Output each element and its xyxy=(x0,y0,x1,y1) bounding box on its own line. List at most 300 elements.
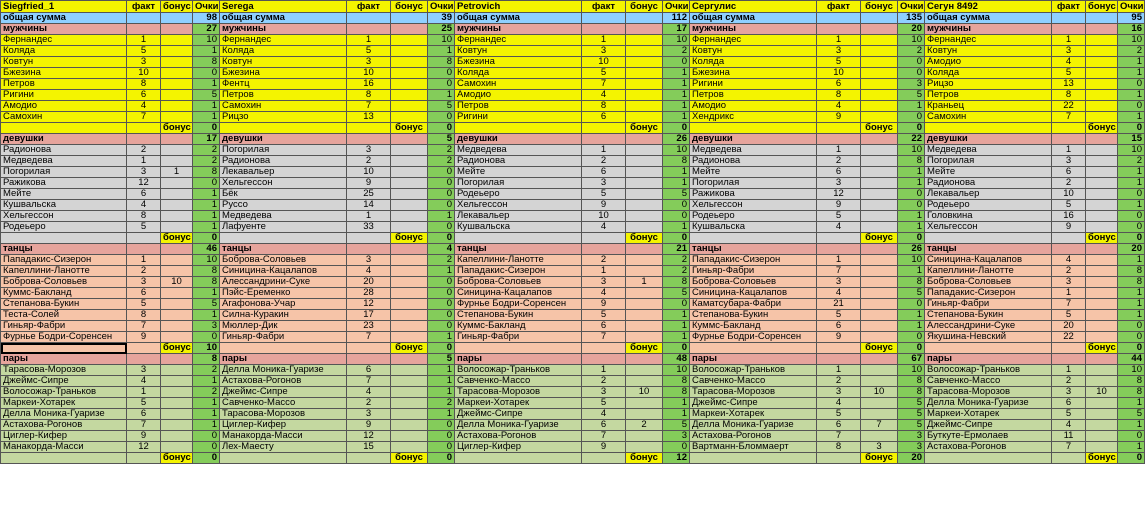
bonus-value[interactable] xyxy=(391,57,428,68)
bonus-value[interactable] xyxy=(161,299,193,310)
fact-place[interactable]: 10 xyxy=(582,57,626,68)
section-empty[interactable] xyxy=(161,244,193,255)
bonus-value[interactable] xyxy=(626,145,663,156)
fact-place[interactable]: 3 xyxy=(582,387,626,398)
bonus-value[interactable]: 10 xyxy=(1086,387,1118,398)
athlete-name[interactable]: Циглер-Кифер xyxy=(455,442,582,453)
bonus-value[interactable] xyxy=(391,299,428,310)
column-header-fact[interactable]: факт xyxy=(127,1,161,13)
athlete-name[interactable]: Теста-Солей xyxy=(1,310,127,321)
fact-place[interactable]: 8 xyxy=(127,79,161,90)
athlete-name[interactable]: Коляда xyxy=(925,68,1052,79)
points-value[interactable]: 1 xyxy=(898,266,925,277)
player-name[interactable]: Serega xyxy=(220,1,347,13)
bonus-value[interactable]: 10 xyxy=(626,387,663,398)
points-value[interactable]: 10 xyxy=(898,145,925,156)
athlete-name[interactable]: Краньец xyxy=(925,101,1052,112)
total-empty[interactable] xyxy=(1086,13,1118,24)
bonus-value[interactable] xyxy=(391,332,428,343)
column-header-bonus[interactable]: бонус xyxy=(1086,1,1118,13)
athlete-name[interactable]: Куммс-Бакланд xyxy=(455,321,582,332)
fact-place[interactable]: 8 xyxy=(582,101,626,112)
fact-place[interactable]: 3 xyxy=(127,277,161,288)
fact-place[interactable]: 9 xyxy=(127,431,161,442)
athlete-name[interactable]: Волосожар-Траньков xyxy=(690,365,817,376)
column-header-points[interactable]: Очки xyxy=(1118,1,1145,13)
points-value[interactable]: 0 xyxy=(663,57,690,68)
fact-place[interactable]: 13 xyxy=(347,112,391,123)
fact-place[interactable]: 6 xyxy=(817,79,861,90)
points-value[interactable]: 1 xyxy=(428,332,455,343)
points-value[interactable]: 0 xyxy=(898,332,925,343)
athlete-name[interactable]: Боброва-Соловьев xyxy=(925,277,1052,288)
bonus-value[interactable]: 10 xyxy=(861,387,898,398)
points-value[interactable]: 1 xyxy=(663,79,690,90)
bonus-value[interactable] xyxy=(861,112,898,123)
points-value[interactable]: 5 xyxy=(898,420,925,431)
section-score[interactable]: 16 xyxy=(1118,24,1145,35)
bonus-value[interactable] xyxy=(861,189,898,200)
bonus-label[interactable]: бонус xyxy=(161,453,193,464)
bonus-value[interactable] xyxy=(861,57,898,68)
athlete-name[interactable]: Гиньяр-Фабри xyxy=(690,266,817,277)
points-value[interactable]: 8 xyxy=(663,387,690,398)
total-score[interactable]: 98 xyxy=(193,13,220,24)
section-score[interactable]: 21 xyxy=(663,244,690,255)
column-header-bonus[interactable]: бонус xyxy=(391,1,428,13)
total-empty[interactable] xyxy=(582,13,626,24)
athlete-name[interactable]: Тарасова-Морозов xyxy=(1,365,127,376)
fact-place[interactable]: 1 xyxy=(127,35,161,46)
section-score[interactable]: 44 xyxy=(1118,354,1145,365)
points-value[interactable]: 8 xyxy=(663,156,690,167)
athlete-name[interactable]: Алессандрини-Суке xyxy=(220,277,347,288)
points-value[interactable]: 1 xyxy=(428,387,455,398)
points-value[interactable]: 1 xyxy=(193,409,220,420)
athlete-name[interactable]: Хендрикс xyxy=(690,112,817,123)
bonus-value[interactable] xyxy=(161,255,193,266)
points-value[interactable]: 0 xyxy=(428,299,455,310)
section-empty[interactable] xyxy=(582,244,626,255)
points-value[interactable]: 2 xyxy=(1118,46,1145,57)
points-value[interactable]: 0 xyxy=(428,420,455,431)
bonus-value[interactable] xyxy=(861,200,898,211)
points-value[interactable]: 1 xyxy=(663,90,690,101)
fact-place[interactable]: 6 xyxy=(582,112,626,123)
points-value[interactable]: 1 xyxy=(193,112,220,123)
column-header-bonus[interactable]: бонус xyxy=(161,1,193,13)
athlete-name[interactable]: Астахова-Рогонов xyxy=(925,442,1052,453)
player-name[interactable]: Siegfried_1 xyxy=(1,1,127,13)
bonus-value[interactable] xyxy=(861,79,898,90)
fact-place[interactable]: 10 xyxy=(817,68,861,79)
fact-place[interactable]: 20 xyxy=(1052,321,1086,332)
fact-place[interactable]: 6 xyxy=(1052,167,1086,178)
bonus-empty[interactable] xyxy=(455,233,582,244)
bonus-value[interactable] xyxy=(161,365,193,376)
total-empty[interactable] xyxy=(1052,13,1086,24)
bonus-value[interactable] xyxy=(861,101,898,112)
bonus-total[interactable]: 0 xyxy=(1118,233,1145,244)
athlete-name[interactable]: Астахова-Рогонов xyxy=(455,431,582,442)
bonus-empty[interactable] xyxy=(582,123,626,134)
bonus-value[interactable]: 10 xyxy=(161,277,193,288)
points-value[interactable]: 5 xyxy=(898,398,925,409)
bonus-value[interactable] xyxy=(626,299,663,310)
section-score[interactable]: 22 xyxy=(898,134,925,145)
points-value[interactable]: 0 xyxy=(663,299,690,310)
points-value[interactable]: 10 xyxy=(663,365,690,376)
athlete-name[interactable]: Делла Моника-Гуаризе xyxy=(690,420,817,431)
section-empty[interactable] xyxy=(1086,354,1118,365)
points-value[interactable]: 5 xyxy=(898,409,925,420)
bonus-value[interactable] xyxy=(161,68,193,79)
athlete-name[interactable]: Родеьеро xyxy=(455,189,582,200)
fact-place[interactable]: 12 xyxy=(127,442,161,453)
athlete-name[interactable]: Манакорда-Масси xyxy=(220,431,347,442)
athlete-name[interactable]: Мейте xyxy=(925,167,1052,178)
bonus-value[interactable] xyxy=(626,101,663,112)
fact-place[interactable]: 5 xyxy=(582,189,626,200)
points-value[interactable]: 0 xyxy=(1118,222,1145,233)
points-value[interactable]: 1 xyxy=(898,222,925,233)
fact-place[interactable]: 4 xyxy=(347,387,391,398)
bonus-empty[interactable] xyxy=(817,343,861,354)
bonus-value[interactable] xyxy=(626,222,663,233)
section-empty[interactable] xyxy=(391,354,428,365)
bonus-label[interactable]: бонус xyxy=(1086,343,1118,354)
bonus-value[interactable] xyxy=(626,376,663,387)
bonus-total[interactable]: 0 xyxy=(193,123,220,134)
section-empty[interactable] xyxy=(391,24,428,35)
points-value[interactable]: 8 xyxy=(1118,387,1145,398)
points-value[interactable]: 1 xyxy=(193,420,220,431)
fact-place[interactable]: 3 xyxy=(1052,156,1086,167)
fact-place[interactable]: 4 xyxy=(582,222,626,233)
bonus-value[interactable]: 2 xyxy=(626,420,663,431)
total-label[interactable]: общая сумма xyxy=(925,13,1052,24)
bonus-value[interactable] xyxy=(861,167,898,178)
bonus-value[interactable] xyxy=(861,35,898,46)
points-value[interactable]: 1 xyxy=(898,310,925,321)
bonus-value[interactable] xyxy=(161,442,193,453)
fact-place[interactable]: 7 xyxy=(582,431,626,442)
bonus-value[interactable] xyxy=(391,376,428,387)
bonus-value[interactable] xyxy=(1086,321,1118,332)
bonus-value[interactable] xyxy=(391,79,428,90)
points-value[interactable]: 5 xyxy=(898,90,925,101)
bonus-value[interactable] xyxy=(391,310,428,321)
athlete-name[interactable]: Ригини xyxy=(690,79,817,90)
fact-place[interactable]: 22 xyxy=(1052,332,1086,343)
bonus-value[interactable] xyxy=(626,167,663,178)
points-value[interactable]: 1 xyxy=(1118,310,1145,321)
bonus-value[interactable] xyxy=(1086,90,1118,101)
fact-place[interactable]: 3 xyxy=(1052,387,1086,398)
bonus-value[interactable] xyxy=(161,266,193,277)
section-empty[interactable] xyxy=(347,354,391,365)
fact-place[interactable]: 2 xyxy=(817,376,861,387)
fact-place[interactable]: 3 xyxy=(582,277,626,288)
points-value[interactable]: 8 xyxy=(193,57,220,68)
points-value[interactable]: 2 xyxy=(193,145,220,156)
points-value[interactable]: 10 xyxy=(428,35,455,46)
bonus-value[interactable] xyxy=(626,255,663,266)
points-value[interactable]: 8 xyxy=(663,277,690,288)
athlete-name[interactable]: Степанова-Букин xyxy=(925,310,1052,321)
bonus-label[interactable]: бонус xyxy=(161,123,193,134)
athlete-name[interactable]: Гиньяр-Фабри xyxy=(1,321,127,332)
fact-place[interactable]: 9 xyxy=(582,442,626,453)
bonus-value[interactable] xyxy=(1086,189,1118,200)
points-value[interactable]: 8 xyxy=(1118,277,1145,288)
points-value[interactable]: 10 xyxy=(1118,145,1145,156)
athlete-name[interactable]: Кушвальска xyxy=(455,222,582,233)
athlete-name[interactable]: Лех-Маесту xyxy=(220,442,347,453)
bonus-value[interactable] xyxy=(391,387,428,398)
bonus-value[interactable] xyxy=(626,90,663,101)
points-value[interactable]: 1 xyxy=(1118,68,1145,79)
bonus-value[interactable] xyxy=(1086,266,1118,277)
athlete-name[interactable]: Буткуте-Ермолаев xyxy=(925,431,1052,442)
athlete-name[interactable]: Делла Моника-Гуаризе xyxy=(1,409,127,420)
points-value[interactable]: 1 xyxy=(193,46,220,57)
athlete-name[interactable]: Бжезина xyxy=(220,68,347,79)
fact-place[interactable]: 2 xyxy=(1052,178,1086,189)
bonus-empty[interactable] xyxy=(1052,343,1086,354)
bonus-total[interactable]: 0 xyxy=(663,343,690,354)
fact-place[interactable]: 5 xyxy=(817,211,861,222)
athlete-name[interactable]: Пападакис-Сизерон xyxy=(455,266,582,277)
points-value[interactable]: 5 xyxy=(663,189,690,200)
bonus-total[interactable]: 0 xyxy=(428,453,455,464)
points-value[interactable]: 0 xyxy=(898,299,925,310)
athlete-name[interactable]: Синицина-Кацалапов xyxy=(220,266,347,277)
points-value[interactable]: 0 xyxy=(898,57,925,68)
section-score[interactable]: 5 xyxy=(428,354,455,365)
fact-place[interactable]: 6 xyxy=(817,420,861,431)
bonus-label[interactable]: бонус xyxy=(861,343,898,354)
athlete-name[interactable]: Амодио xyxy=(925,57,1052,68)
section-empty[interactable] xyxy=(1052,24,1086,35)
fact-place[interactable]: 3 xyxy=(817,387,861,398)
athlete-name[interactable]: Агафонова-Учар xyxy=(220,299,347,310)
athlete-name[interactable]: Ражикова xyxy=(1,178,127,189)
fact-place[interactable]: 2 xyxy=(817,156,861,167)
bonus-value[interactable] xyxy=(626,409,663,420)
bonus-empty[interactable] xyxy=(925,453,1052,464)
athlete-name[interactable]: Медведева xyxy=(1,156,127,167)
fact-place[interactable]: 5 xyxy=(1052,310,1086,321)
fact-place[interactable]: 2 xyxy=(582,255,626,266)
athlete-name[interactable]: Хельгессон xyxy=(455,200,582,211)
column-header-bonus[interactable]: бонус xyxy=(861,1,898,13)
fact-place[interactable]: 9 xyxy=(817,332,861,343)
section-empty[interactable] xyxy=(1052,134,1086,145)
points-value[interactable]: 8 xyxy=(663,376,690,387)
points-value[interactable]: 0 xyxy=(428,68,455,79)
points-value[interactable]: 10 xyxy=(1118,365,1145,376)
bonus-value[interactable] xyxy=(626,35,663,46)
points-value[interactable]: 1 xyxy=(1118,299,1145,310)
fact-place[interactable]: 5 xyxy=(582,310,626,321)
athlete-name[interactable]: Радионова xyxy=(455,156,582,167)
fact-place[interactable]: 1 xyxy=(582,365,626,376)
fact-place[interactable]: 8 xyxy=(817,442,861,453)
points-value[interactable]: 2 xyxy=(1118,156,1145,167)
fact-place[interactable]: 9 xyxy=(817,200,861,211)
total-label[interactable]: общая сумма xyxy=(1,13,127,24)
section-title[interactable]: мужчины xyxy=(455,24,582,35)
athlete-name[interactable]: Савченко-Массо xyxy=(690,376,817,387)
bonus-total[interactable]: 0 xyxy=(193,233,220,244)
section-empty[interactable] xyxy=(347,134,391,145)
athlete-name[interactable]: Тарасова-Морозов xyxy=(220,409,347,420)
bonus-value[interactable] xyxy=(626,266,663,277)
fact-place[interactable]: 3 xyxy=(127,167,161,178)
bonus-value[interactable] xyxy=(861,90,898,101)
section-title[interactable]: мужчины xyxy=(925,24,1052,35)
points-value[interactable]: 0 xyxy=(1118,431,1145,442)
bonus-value[interactable] xyxy=(391,46,428,57)
section-empty[interactable] xyxy=(347,244,391,255)
bonus-empty[interactable] xyxy=(582,343,626,354)
points-value[interactable]: 0 xyxy=(193,68,220,79)
fact-place[interactable]: 6 xyxy=(127,90,161,101)
points-value[interactable]: 1 xyxy=(1118,288,1145,299)
athlete-name[interactable]: Фернандес xyxy=(690,35,817,46)
athlete-name[interactable]: Хельгессон xyxy=(690,200,817,211)
athlete-name[interactable]: Бёк xyxy=(220,189,347,200)
fact-place[interactable]: 3 xyxy=(347,145,391,156)
fact-place[interactable]: 6 xyxy=(127,409,161,420)
points-value[interactable]: 1 xyxy=(1118,90,1145,101)
bonus-value[interactable] xyxy=(626,68,663,79)
athlete-name[interactable]: Ковтун xyxy=(690,46,817,57)
bonus-value[interactable] xyxy=(391,431,428,442)
fact-place[interactable]: 4 xyxy=(817,288,861,299)
fact-place[interactable]: 9 xyxy=(582,299,626,310)
bonus-value[interactable] xyxy=(861,365,898,376)
section-score[interactable]: 26 xyxy=(663,134,690,145)
points-value[interactable]: 1 xyxy=(1118,57,1145,68)
section-empty[interactable] xyxy=(347,24,391,35)
fact-place[interactable]: 14 xyxy=(347,200,391,211)
athlete-name[interactable]: Боброва-Соловьев xyxy=(220,255,347,266)
column-header-points[interactable]: Очки xyxy=(898,1,925,13)
fact-place[interactable]: 5 xyxy=(1052,68,1086,79)
bonus-empty[interactable] xyxy=(127,453,161,464)
fact-place[interactable]: 6 xyxy=(582,167,626,178)
bonus-label[interactable]: бонус xyxy=(1086,233,1118,244)
athlete-name[interactable]: Делла Моника-Гуаризе xyxy=(220,365,347,376)
points-value[interactable]: 1 xyxy=(663,68,690,79)
fact-place[interactable]: 2 xyxy=(1052,376,1086,387)
bonus-value[interactable] xyxy=(1086,68,1118,79)
column-header-bonus[interactable]: бонус xyxy=(626,1,663,13)
fact-place[interactable]: 12 xyxy=(347,431,391,442)
fact-place[interactable]: 6 xyxy=(817,321,861,332)
fact-place[interactable]: 1 xyxy=(347,211,391,222)
points-value[interactable]: 5 xyxy=(193,90,220,101)
athlete-name[interactable]: Коляда xyxy=(220,46,347,57)
bonus-value[interactable] xyxy=(861,409,898,420)
column-header-fact[interactable]: факт xyxy=(817,1,861,13)
fact-place[interactable]: 7 xyxy=(347,101,391,112)
points-value[interactable]: 10 xyxy=(663,35,690,46)
bonus-value[interactable] xyxy=(391,255,428,266)
athlete-name[interactable]: Гиньяр-Фабри xyxy=(925,299,1052,310)
bonus-value[interactable] xyxy=(861,255,898,266)
bonus-value[interactable] xyxy=(391,200,428,211)
points-value[interactable]: 1 xyxy=(898,321,925,332)
athlete-name[interactable]: Манакорда-Масси xyxy=(1,442,127,453)
bonus-value[interactable] xyxy=(861,211,898,222)
athlete-name[interactable]: Степанова-Букин xyxy=(455,310,582,321)
bonus-value[interactable] xyxy=(1086,277,1118,288)
athlete-name[interactable]: Джеймс-Сипре xyxy=(220,387,347,398)
fact-place[interactable]: 5 xyxy=(582,68,626,79)
athlete-name[interactable]: Джеймс-Сипре xyxy=(690,398,817,409)
athlete-name[interactable]: Степанова-Букин xyxy=(690,310,817,321)
bonus-total[interactable]: 12 xyxy=(663,453,690,464)
section-empty[interactable] xyxy=(626,354,663,365)
bonus-value[interactable] xyxy=(1086,156,1118,167)
bonus-value[interactable] xyxy=(1086,431,1118,442)
bonus-label[interactable]: бонус xyxy=(626,343,663,354)
fact-place[interactable]: 8 xyxy=(1052,90,1086,101)
fact-place[interactable]: 13 xyxy=(1052,79,1086,90)
fact-place[interactable]: 3 xyxy=(127,365,161,376)
fact-place[interactable]: 7 xyxy=(347,332,391,343)
fact-place[interactable]: 1 xyxy=(817,35,861,46)
section-title[interactable]: мужчины xyxy=(690,24,817,35)
section-empty[interactable] xyxy=(161,24,193,35)
fact-place[interactable]: 10 xyxy=(347,167,391,178)
points-value[interactable]: 5 xyxy=(428,101,455,112)
athlete-name[interactable]: Синицина-Кацалапов xyxy=(925,255,1052,266)
total-score[interactable]: 39 xyxy=(428,13,455,24)
points-value[interactable]: 8 xyxy=(193,266,220,277)
bonus-empty[interactable] xyxy=(817,233,861,244)
fact-place[interactable]: 6 xyxy=(582,321,626,332)
athlete-name[interactable]: Фернандес xyxy=(925,35,1052,46)
section-title[interactable]: танцы xyxy=(1,244,127,255)
athlete-name[interactable]: Бжезина xyxy=(1,68,127,79)
total-empty[interactable] xyxy=(161,13,193,24)
section-empty[interactable] xyxy=(1086,134,1118,145)
bonus-value[interactable] xyxy=(161,321,193,332)
bonus-total[interactable]: 0 xyxy=(1118,123,1145,134)
section-title[interactable]: танцы xyxy=(455,244,582,255)
section-title[interactable]: пары xyxy=(455,354,582,365)
points-value[interactable]: 0 xyxy=(428,310,455,321)
fact-place[interactable]: 28 xyxy=(347,288,391,299)
points-value[interactable]: 0 xyxy=(663,211,690,222)
points-value[interactable]: 1 xyxy=(428,211,455,222)
athlete-name[interactable]: Мейте xyxy=(455,167,582,178)
section-empty[interactable] xyxy=(582,24,626,35)
athlete-name[interactable]: Каматсубара-Фабри xyxy=(690,299,817,310)
fact-place[interactable]: 4 xyxy=(1052,57,1086,68)
points-value[interactable]: 0 xyxy=(428,288,455,299)
athlete-name[interactable]: Капеллини-Ланотте xyxy=(925,266,1052,277)
athlete-name[interactable]: Алессандрини-Суке xyxy=(925,321,1052,332)
athlete-name[interactable]: Фернандес xyxy=(220,35,347,46)
bonus-value[interactable] xyxy=(626,112,663,123)
points-value[interactable]: 0 xyxy=(193,431,220,442)
fact-place[interactable]: 7 xyxy=(127,321,161,332)
